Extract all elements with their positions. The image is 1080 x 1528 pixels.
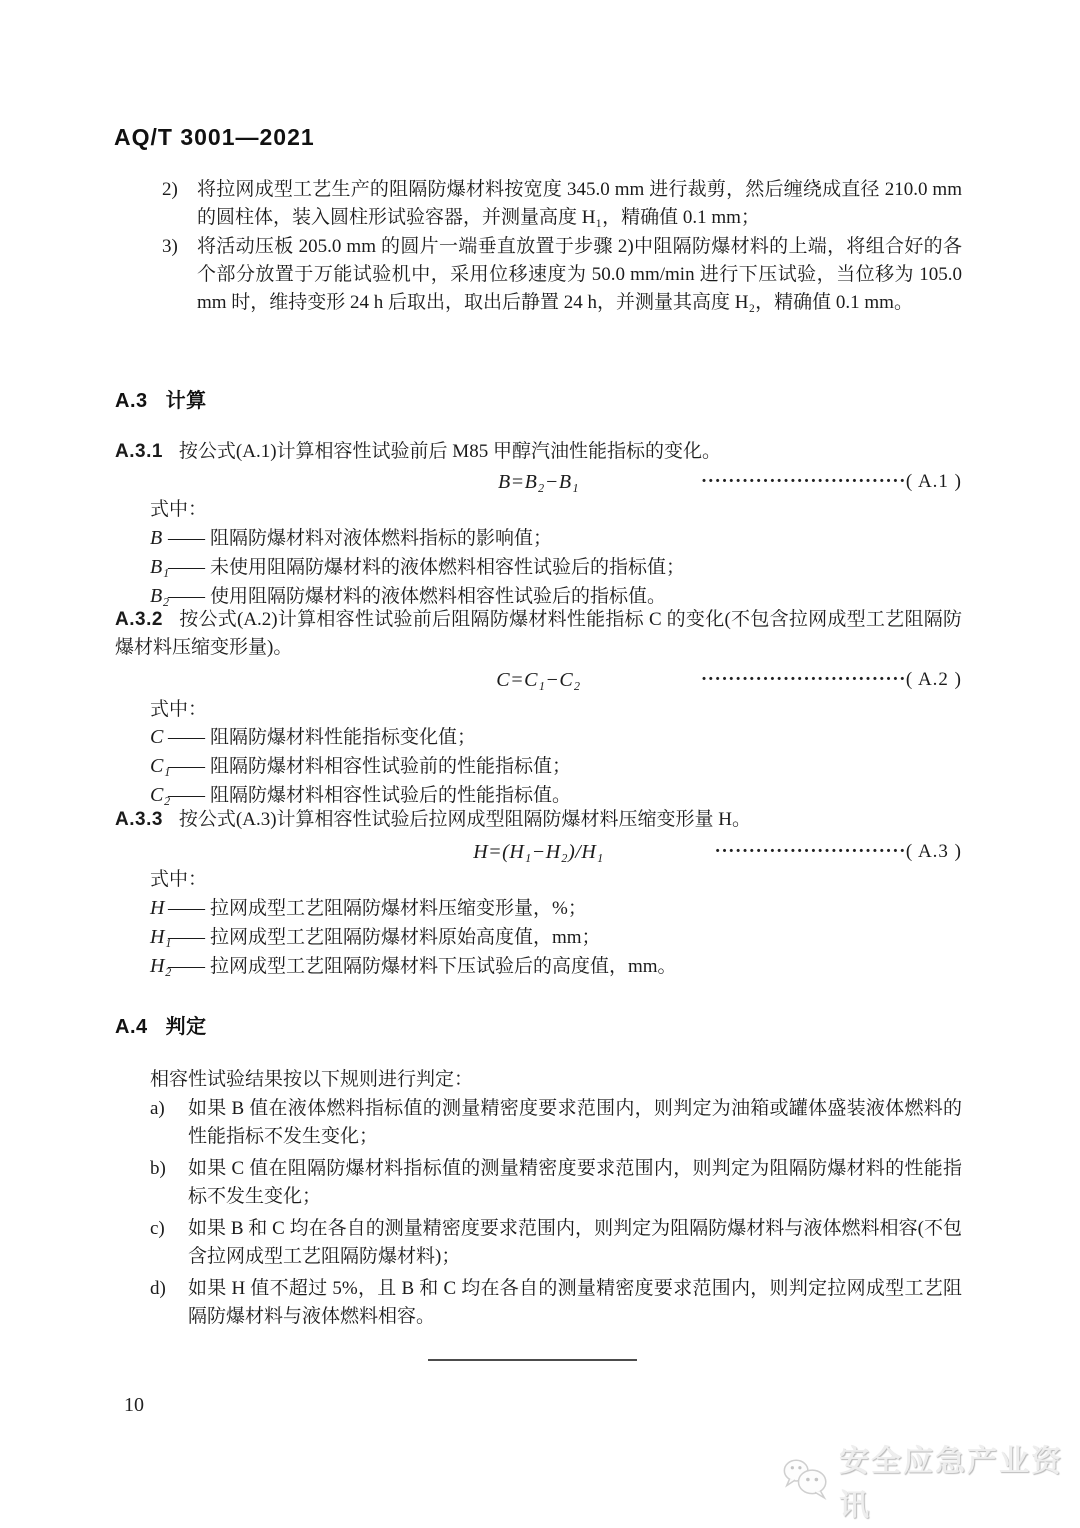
definition-dash: —— xyxy=(168,785,204,806)
symbol: C xyxy=(150,726,164,748)
leader-dots: ······························ xyxy=(700,669,906,690)
paragraph-a33 xyxy=(115,806,962,834)
paragraph-a31 xyxy=(115,438,962,466)
symbol-definition xyxy=(115,923,962,952)
definition-text: 使用阻隔防爆材料的液体燃料相容性试验后的指标值。 xyxy=(210,586,667,607)
paragraph-a32 xyxy=(115,606,962,662)
where-label: 式中： xyxy=(150,869,208,890)
symbol: H xyxy=(150,897,165,919)
definition-text: 拉网成型工艺阻隔防爆材料压缩变形量，%； xyxy=(210,898,587,919)
leader-dots: ···························· xyxy=(714,841,906,862)
section-number: A.3 xyxy=(115,390,148,412)
where-label: 式中： xyxy=(150,499,208,520)
list-item xyxy=(115,1155,962,1211)
formula-a3 xyxy=(115,838,962,866)
symbol-definition xyxy=(115,524,962,553)
step-marker: 2) xyxy=(162,179,178,200)
definition-text: 阻隔防爆材料相容性试验前的性能指标值； xyxy=(210,756,572,777)
definition-text: 未使用阻隔防爆材料的液体燃料相容性试验后的指标值； xyxy=(210,557,686,578)
standard-code-header: AQ/T 3001—2021 xyxy=(114,124,315,150)
symbol: B₁ xyxy=(150,556,170,578)
formula-expression: C=C₁−C₂ xyxy=(496,669,581,691)
formula-a1 xyxy=(115,468,962,496)
section-heading-a3 xyxy=(115,384,962,413)
symbol-definition xyxy=(115,553,962,582)
section-heading-a4 xyxy=(115,1010,962,1039)
symbol: C₂ xyxy=(150,784,171,806)
clause-text: 按公式(A.2)计算相容性试验前后阻隔防爆材料性能指标 C 的变化(不包含拉网成型工艺阻隔防爆材料压缩变形量)。 xyxy=(115,609,962,658)
definition-dash: —— xyxy=(168,756,204,777)
item-marker: a) xyxy=(150,1098,165,1119)
clause-number: A.3.3 xyxy=(115,809,163,830)
definition-dash: —— xyxy=(168,528,204,549)
definition-text: 拉网成型工艺阻隔防爆材料原始高度值，mm； xyxy=(210,927,601,948)
definition-dash: —— xyxy=(168,727,204,748)
symbol-definitions-h xyxy=(115,894,962,981)
symbol: H₁ xyxy=(150,926,172,948)
symbol-definition xyxy=(115,752,962,781)
definition-dash: —— xyxy=(168,956,204,977)
clause-number: A.3.2 xyxy=(115,609,163,630)
definition-text: 阻隔防爆材料性能指标变化值； xyxy=(210,727,477,748)
symbol-definitions-c xyxy=(115,723,962,810)
definition-dash: —— xyxy=(168,557,204,578)
list-item xyxy=(115,233,962,317)
footer-watermark xyxy=(782,1445,1080,1522)
symbol-definitions-b xyxy=(115,524,962,611)
section-title: 计算 xyxy=(165,390,207,412)
symbol-definition xyxy=(115,894,962,923)
watermark-text: 安全应急产业资讯 xyxy=(838,1445,1063,1522)
page-number: 10 xyxy=(124,1394,144,1416)
list-item xyxy=(115,1275,962,1331)
judgment-list xyxy=(115,1095,962,1335)
formula-reference: ( A.2 ) xyxy=(905,669,962,690)
symbol-definition xyxy=(115,723,962,752)
step-marker: 3) xyxy=(162,236,178,257)
list-item xyxy=(115,1215,962,1271)
formula-expression: B=B₂−B₁ xyxy=(497,471,580,493)
definition-dash: —— xyxy=(168,927,204,948)
definition-text: 阻隔防爆材料相容性试验后的性能指标值。 xyxy=(210,785,572,806)
definition-dash: —— xyxy=(168,586,204,607)
clause-text: 按公式(A.3)计算相容性试验后拉网成型阻隔防爆材料压缩变形量 H。 xyxy=(178,809,752,830)
definition-text: 拉网成型工艺阻隔防爆材料下压试验后的高度值，mm。 xyxy=(210,956,677,977)
end-of-document-rule xyxy=(428,1359,637,1361)
definition-dash: —— xyxy=(168,898,204,919)
formula-expression: H=(H₁−H₂)/H₁ xyxy=(473,841,604,863)
formula-reference: ( A.1 ) xyxy=(905,471,962,492)
symbol: C₁ xyxy=(150,755,171,777)
judgment-intro: 相容性试验结果按以下规则进行判定： xyxy=(150,1069,474,1090)
item-marker: d) xyxy=(150,1278,166,1299)
symbol-definition xyxy=(115,952,962,981)
step-text: 将活动压板 205.0 mm 的圆片一端垂直放置于步骤 2)中阻隔防爆材料的上端，将组合好的各个部分放置于万能试验机中，采用位移速度为 50.0 mm/min 进行下压试验，当位移为 105.0 mm 时，维持变形 24 h 后取出，取出后静置 24 h，并测量其高度 H₂，精确值 0.1 mm。 xyxy=(197,236,962,313)
definition-text: 阻隔防爆材料对液体燃料指标的影响值； xyxy=(210,528,553,549)
item-text: 如果 B 和 C 均在各自的测量精密度要求范围内，则判定为阻隔防爆材料与液体燃料相容(不包含拉网成型工艺阻隔防爆材料)； xyxy=(188,1218,962,1267)
wechat-icon xyxy=(782,1455,831,1505)
clause-text: 按公式(A.1)计算相容性试验前后 M85 甲醇汽油性能指标的变化。 xyxy=(178,441,721,462)
list-item xyxy=(115,176,962,232)
item-marker: c) xyxy=(150,1218,165,1239)
item-text: 如果 C 值在阻隔防爆材料指标值的测量精密度要求范围内，则判定为阻隔防爆材料的性能指标不发生变化； xyxy=(188,1158,962,1207)
clause-number: A.3.1 xyxy=(115,441,163,462)
section-title: 判定 xyxy=(165,1016,207,1038)
formula-reference: ( A.3 ) xyxy=(905,841,962,862)
list-item xyxy=(115,1095,962,1151)
where-label: 式中： xyxy=(150,699,208,720)
formula-a2 xyxy=(115,666,962,694)
item-marker: b) xyxy=(150,1158,166,1179)
item-text: 如果 H 值不超过 5%，且 B 和 C 均在各自的测量精密度要求范围内，则判定拉网成型工艺阻隔防爆材料与液体燃料相容。 xyxy=(188,1278,962,1327)
leader-dots: ······························ xyxy=(700,471,906,492)
symbol: H₂ xyxy=(150,955,172,977)
section-number: A.4 xyxy=(115,1016,148,1038)
item-text: 如果 B 值在液体燃料指标值的测量精密度要求范围内，则判定为油箱或罐体盛装液体燃料的性能指标不发生变化； xyxy=(188,1098,962,1147)
step-text: 将拉网成型工艺生产的阻隔防爆材料按宽度 345.0 mm 进行裁剪，然后缠绕成直径 210.0 mm 的圆柱体，装入圆柱形试验容器，并测量高度 H₁，精确值 0.1 mm； xyxy=(197,179,962,228)
symbol: B₂ xyxy=(150,585,170,607)
symbol: B xyxy=(150,527,163,549)
procedure-steps xyxy=(115,176,962,318)
